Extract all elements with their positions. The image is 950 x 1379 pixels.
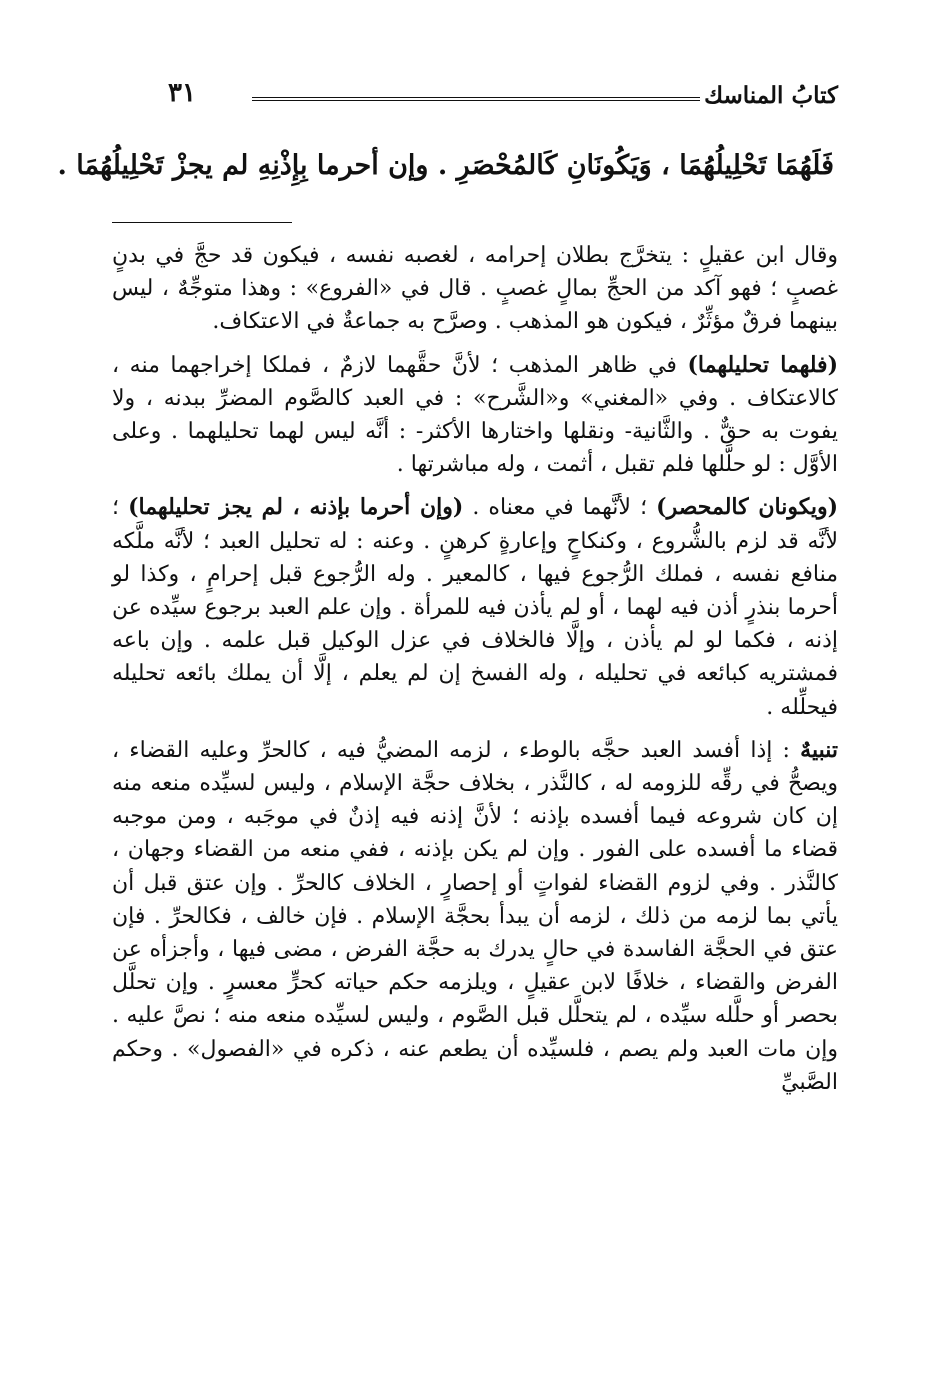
commentary-paragraph-3	[112, 491, 838, 723]
paragraph-1-text: وقال ابن عقيلٍ : يتخرَّج بطلان إحرامه ، لغصبه نفسه ، فيكون قد حجَّ في بدنٍ غصبٍ ؛ فهو آكد من الحجِّ بمالٍ غصبٍ . قال في «الفروع» : وهذا متوجِّهٌ ، ليس بينهما فرقٌ مؤثِّرٌ ، فيكون هو المذهب . وصرَّح به جماعةٌ في الاعتكاف.	[112, 243, 838, 335]
paragraph-3-lemma-1: (ويكونان كالمحصر)	[656, 494, 838, 521]
paragraph-3-text-2: ؛ لأنَّه قد لزم بالشُّروع ، وكنكاحٍ وإعارةٍ كرهنٍ . وعنه : له تحليل العبد ؛ لأنَّه ملَّكه منافع نفسه ، فملك الرُّجوع فيها ، كالمعير . وله الرُّجوع قبل إحرامٍ ، وكذا لو أحرما بنذرٍ أذن فيه لهما ، أو لم يأذن فيه للمرأة . وإن علم العبد برجوع سيِّده عن إذنه ، فكما لو لم يأذن ، وإلَّا فالخلاف في عزل الوكيل قبل علمه . وإن باعه فمشتريه كبائعه في تحليله ، وله الفسخ إن لم يعلم ، إلَّا أن يملك بائعه تحليله فيحلِّله .	[112, 495, 838, 720]
commentary-paragraph-4	[112, 734, 838, 1099]
paragraph-2-lemma: (فلهما تحليلهما)	[687, 351, 838, 378]
matn-separator-rule	[112, 222, 292, 223]
paragraph-3-text-1: ؛ لأنَّهما في معناه .	[463, 495, 657, 521]
commentary-paragraph-2	[112, 349, 838, 482]
commentary-paragraph-1	[112, 239, 838, 339]
page	[57, 70, 838, 1099]
header-rule	[252, 97, 700, 101]
running-head	[112, 70, 838, 122]
paragraph-3-lemma-2: (وإن أحرما بإذنه ، لم يجز تحليلهما)	[128, 494, 464, 521]
paragraph-2-text: في ظاهر المذهب ؛ لأنَّ حقَّهما لازمٌ ، فملكا إخراجهما منه ، كالاعتكاف . وفي «المغني» و«الشَّرح» : في العبد كالصَّوم المضرِّ ببدنه ، ولا يفوت به حقٌّ . والثَّانية- ونقلها واختارها الأكثر- : أنَّه ليس لهما تحليلهما . وعلى الأوَّل : لو حلَّلها فلم تقبل ، أثمت ، وله مباشرتها .	[112, 352, 838, 478]
paragraph-4-heading: تنبيهٌ	[800, 736, 838, 763]
book-title: كتابُ المناسك	[704, 82, 838, 109]
page-number: ٣١	[168, 78, 196, 108]
paragraph-4-text: : إذا أفسد العبد حجَّه بالوطء ، لزمه المضيُّ فيه ، كالحرِّ وعليه القضاء ، ويصحُّ في رقِّه للزومه له ، كالنَّذر ، بخلاف حجَّة الإسلام ، وليس لسيِّده منعه منه إن كان شروعه فيما أفسده بإذنه ؛ لأنَّ إذنه فيه إذنٌ في موجَبه ، ومن موجبه قضاء ما أفسده على الفور . وإن لم يكن بإذنه ، ففي منعه من القضاء وجهان ، كالنَّذر . وفي لزوم القضاء لفواتٍ أو إحصارٍ ، الخلاف كالحرِّ . وإن عتق قبل أن يأتي بما لزمه من ذلك ، لزمه أن يبدأ بحجَّة الإسلام . فإن خالف ، فكالحرِّ . فإن عتق في الحجَّة الفاسدة في حالٍ يدرك به حجَّة الفرض ، مضى فيها ، وأجزأه عن الفرض والقضاء ، خلافًا لابن عقيلٍ ، ويلزمه حكم حياته كحرٍّ معسرٍ . وإن تحلَّل بحصر أو حلَّله سيِّده ، لم يتحلَّل قبل الصَّوم ، وليس لسيِّده منعه منه ؛ نصَّ عليه . وإن مات العبد ولم يصم ، فلسيِّده أن يطعم عنه ، ذكره في «الفصول» . وحكم الصَّبيِّ	[112, 737, 838, 1095]
matn-text: فَلَهُمَا تَحْلِيلُهُمَا ، وَيَكُونَانِ كَالمُحْصَرِ . وإن أحرما بِإِذْنِهِ لم يجزْ تَحْلِيلُهُمَا .	[57, 150, 834, 181]
